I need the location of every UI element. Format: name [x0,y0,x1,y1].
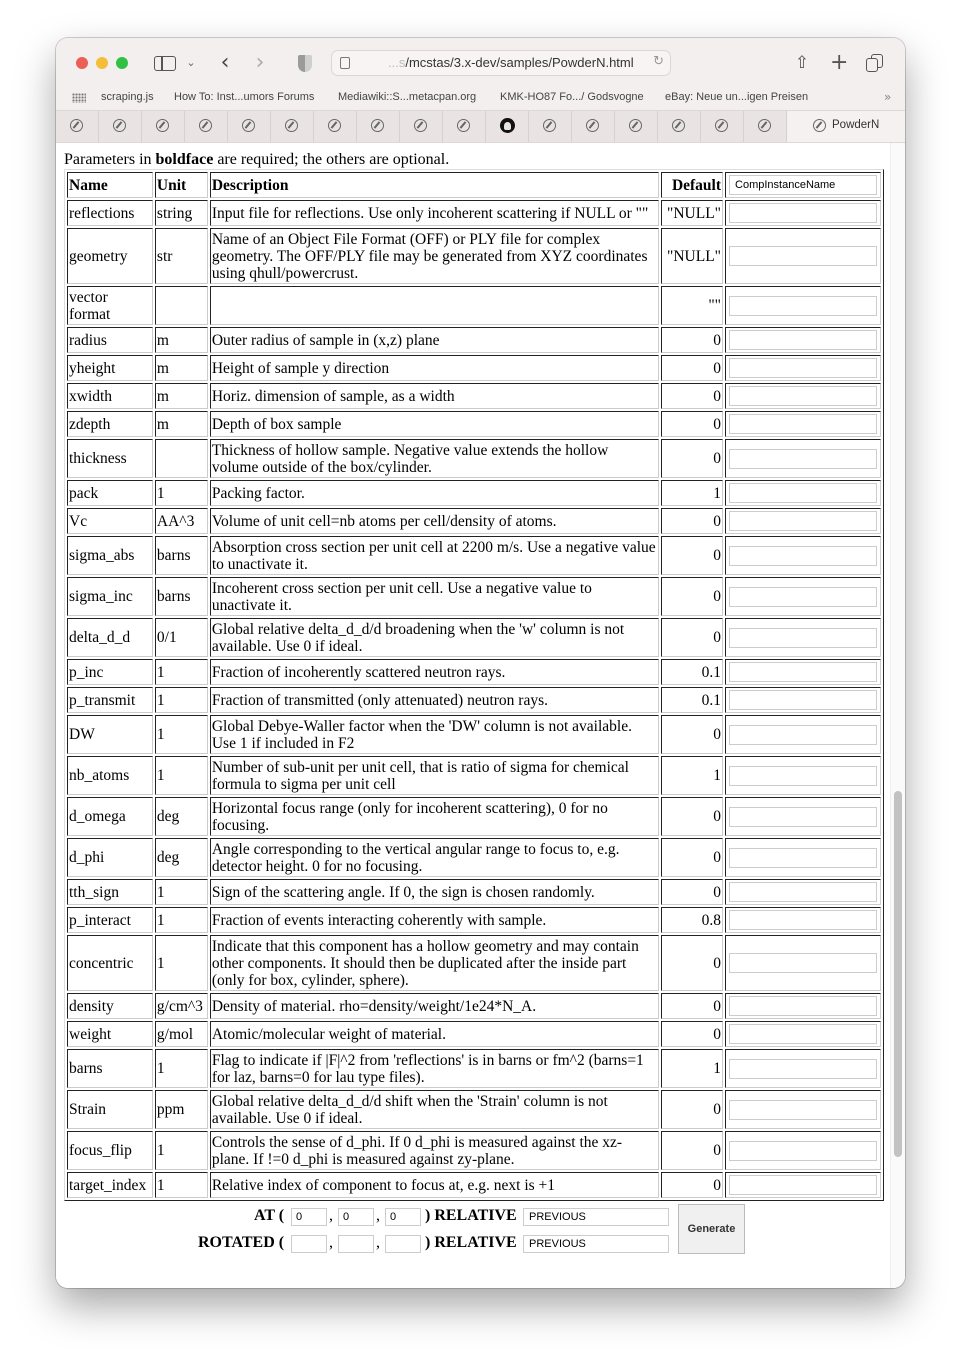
compass-icon [371,119,384,132]
param-value-cell [725,1131,881,1170]
comma: , [376,1234,380,1251]
pinned-tab[interactable] [56,111,99,142]
rotated-relative-value: PREVIOUS [529,1238,586,1250]
param-value-cell [725,1172,881,1198]
table-row [67,1172,881,1198]
param-value-input[interactable] [729,511,877,531]
param-default: "" [661,286,723,325]
table-row [67,1021,881,1047]
intro-text [64,151,884,169]
param-value-input[interactable] [729,690,877,710]
table-row [67,797,881,836]
zoom-window-button[interactable] [116,57,128,69]
compass-icon [113,119,126,132]
rot-z-input[interactable] [385,1235,421,1253]
param-name: d_phi [67,838,153,877]
address-bar[interactable] [331,50,671,76]
param-value-input[interactable] [729,546,877,566]
param-description: Thickness of hollow sample. Negative value extends the hollow volume outside of the box/cylinder. [210,439,659,478]
param-description: Outer radius of sample in (x,z) plane [210,327,659,353]
table-row [67,508,881,534]
param-value-cell [725,286,881,325]
param-value-cell [725,1090,881,1129]
param-value-cell [725,907,881,933]
compass-icon [543,119,556,132]
param-default: 0 [661,838,723,877]
param-value-cell [725,935,881,991]
param-name: thickness [67,439,153,478]
header-instance-cell [725,172,881,198]
compass-icon [813,119,826,132]
table-row [67,1090,881,1129]
pinned-tab[interactable] [572,111,615,142]
param-value-input[interactable] [729,953,877,973]
param-value-cell [725,508,881,534]
param-value-input[interactable] [729,296,877,316]
param-description: Number of sub-unit per unit cell, that is ratio of sigma for chemical formula to sigma per unit cell [210,756,659,795]
generate-button[interactable]: Generate [678,1204,745,1254]
compass-icon [586,119,599,132]
param-name: nb_atoms [67,756,153,795]
param-unit: 0/1 [155,618,208,657]
param-default: 0 [661,355,723,381]
param-value-cell [725,756,881,795]
param-description: Height of sample y direction [210,355,659,381]
tab-powdern[interactable] [787,111,905,142]
table-row [67,659,881,685]
param-unit: 1 [155,687,208,713]
param-name: delta_d_d [67,618,153,657]
rot-y-input[interactable] [338,1235,374,1253]
at-label: AT ( [254,1207,285,1224]
table-row [67,618,881,657]
param-name: reflections [67,200,153,226]
pinned-tab[interactable] [314,111,357,142]
param-unit: str [155,228,208,284]
param-name: barns [67,1049,153,1088]
table-row [67,1131,881,1170]
param-unit: deg [155,838,208,877]
page-icon [340,57,350,69]
param-value-cell [725,993,881,1019]
table-row [67,907,881,933]
param-default: 0 [661,618,723,657]
param-default: 0 [661,577,723,616]
table-row [67,687,881,713]
pinned-tab[interactable] [529,111,572,142]
param-unit: 1 [155,1131,208,1170]
param-default: 1 [661,756,723,795]
param-description: Volume of unit cell=nb atoms per cell/density of atoms. [210,508,659,534]
param-description: Incoherent cross section per unit cell. Use a negative value to unactivate it. [210,577,659,616]
param-unit: m [155,355,208,381]
rotated-relative-label: ) RELATIVE [425,1234,517,1251]
pinned-tab[interactable] [185,111,228,142]
param-name: geometry [67,228,153,284]
table-header-row [67,172,881,198]
pinned-tab[interactable] [744,111,787,142]
param-description: Horiz. dimension of sample, as a width [210,383,659,409]
rot-x-input[interactable] [291,1235,327,1253]
table-row [67,577,881,616]
param-name: tth_sign [67,879,153,905]
param-default: 0.1 [661,659,723,685]
param-name: focus_flip [67,1131,153,1170]
at-relative-value: PREVIOUS [529,1211,586,1223]
table-row [67,327,881,353]
param-description: Fraction of events interacting coherently with sample. [210,907,659,933]
param-unit: ppm [155,1090,208,1129]
param-default: 0 [661,439,723,478]
compass-icon [70,119,83,132]
pinned-tab[interactable] [271,111,314,142]
param-default: 0 [661,536,723,575]
param-value-input[interactable] [729,848,877,868]
close-window-button[interactable] [76,57,88,69]
vertical-scrollbar[interactable] [890,143,905,1288]
compass-icon [672,119,685,132]
param-unit: barns [155,536,208,575]
scrollbar-thumb[interactable] [894,791,902,1157]
bookmark-item[interactable]: How To: Inst...umors Forums [174,91,315,103]
table-row [67,935,881,991]
sidebar-toggle-icon[interactable] [154,56,176,71]
param-description: Angle corresponding to the vertical angular range to focus to, e.g. detector height. 0 for no focusing. [210,838,659,877]
compass-icon [156,119,169,132]
table-row [67,355,881,381]
param-description: Depth of box sample [210,411,659,437]
param-name: target_index [67,1172,153,1198]
param-name: pack [67,480,153,506]
param-value-cell [725,536,881,575]
table-row [67,200,881,226]
param-default: 1 [661,480,723,506]
param-unit [155,286,208,325]
param-description: Fraction of transmitted (only attenuated) neutron rays. [210,687,659,713]
at-y-input[interactable] [338,1208,374,1226]
param-value-input[interactable] [729,628,877,648]
param-description: Atomic/molecular weight of material. [210,1021,659,1047]
url-text[interactable] [388,55,634,70]
reload-icon[interactable]: ↻ [653,54,664,69]
comma: , [376,1207,380,1224]
table-row [67,480,881,506]
bookmark-item[interactable]: eBay: Neue un...igen Preisen [665,91,809,103]
param-value-input[interactable] [729,330,877,350]
param-description: Global relative delta_d_d/d shift when the 'Strain' column is not available. Use 0 if ideal. [210,1090,659,1129]
param-description: Flag to indicate if |F|^2 from 'reflections' is in barns or fm^2 (barns=1 for laz, barns=0 for lau type files). [210,1049,659,1088]
param-value-cell [725,1049,881,1088]
instance-name-input[interactable] [729,175,877,195]
param-unit: AA^3 [155,508,208,534]
intro-bold: boldface [155,151,214,168]
share-icon[interactable]: ⇧ [794,53,810,73]
param-default: 0 [661,327,723,353]
rotated-label: ROTATED ( [198,1234,285,1251]
param-value-input[interactable] [729,386,877,406]
param-value-cell [725,383,881,409]
param-unit: string [155,200,208,226]
param-default: 0 [661,797,723,836]
param-value-input[interactable] [729,1024,877,1044]
pinned-tab[interactable] [99,111,142,142]
chevron-down-icon[interactable]: ⌄ [186,56,196,69]
pinned-tab[interactable] [228,111,271,142]
param-value-cell [725,618,881,657]
param-value-input[interactable] [729,807,877,827]
param-default: 0 [661,383,723,409]
param-name: DW [67,715,153,754]
at-relative-label: ) RELATIVE [425,1207,517,1224]
param-default: 0.1 [661,687,723,713]
comma: , [329,1234,333,1251]
param-value-input[interactable] [729,725,877,745]
back-arrow-icon[interactable]: ‹ [220,50,230,75]
param-unit: 1 [155,907,208,933]
param-unit: deg [155,797,208,836]
param-description [210,286,659,325]
param-description: Indicate that this component has a hollow geometry and may contain other components. It should then be duplicated after the inside part (only for box, cylinder, sphere). [210,935,659,991]
at-x-input[interactable] [291,1208,327,1226]
pinned-tab[interactable] [658,111,701,142]
parameters-table [64,169,884,1201]
pinned-tab[interactable] [357,111,400,142]
minimize-window-button[interactable] [96,57,108,69]
param-unit: 1 [155,659,208,685]
param-unit: m [155,411,208,437]
forward-arrow-icon[interactable]: › [255,50,265,75]
param-description: Horizontal focus range (only for incoherent scattering), 0 for no focusing. [210,797,659,836]
param-unit: g/cm^3 [155,993,208,1019]
table-row [67,756,881,795]
param-description: Controls the sense of d_phi. If 0 d_phi is measured against the xz-plane. If !=0 d_phi is measured against zy-plane. [210,1131,659,1170]
pinned-tab[interactable] [701,111,744,142]
param-value-cell [725,228,881,284]
param-value-cell [725,411,881,437]
header-unit: Unit [155,172,208,198]
param-unit: 1 [155,1172,208,1198]
compass-icon [715,119,728,132]
param-description: Input file for reflections. Use only incoherent scattering if NULL or "" [210,200,659,226]
tab-label: PowderN [832,119,880,131]
intro-text-start: Parameters in [64,151,156,168]
header-description: Description [210,172,659,198]
param-default: 0 [661,411,723,437]
page-flow [64,143,884,1259]
table-row [67,536,881,575]
compass-icon [629,119,642,132]
pinned-tab[interactable] [142,111,185,142]
param-value-cell [725,577,881,616]
param-name: radius [67,327,153,353]
param-name: vector format [67,286,153,325]
param-unit: m [155,327,208,353]
param-value-cell [725,797,881,836]
url-path: /mcstas/3.x-dev/samples/PowderN.html [405,55,634,70]
param-default: 0 [661,1090,723,1129]
param-unit: 1 [155,756,208,795]
param-value-input[interactable] [729,203,877,223]
param-value-input[interactable] [729,483,877,503]
table-row [67,715,881,754]
tab-strip [56,110,905,143]
param-value-input[interactable] [729,1100,877,1120]
compass-icon [242,119,255,132]
param-default: 0.8 [661,907,723,933]
more-bookmarks-icon[interactable]: » [884,90,892,104]
pinned-tab[interactable] [615,111,658,142]
pinned-tab[interactable] [486,111,529,142]
param-value-input[interactable] [729,882,877,902]
at-z-input[interactable] [385,1208,421,1226]
bookmark-item[interactable]: KMK-HO87 Fo.../ Godsvogne [500,91,644,103]
param-name: Vc [67,508,153,534]
param-default: 0 [661,508,723,534]
param-value-cell [725,355,881,381]
param-description: Absorption cross section per unit cell at 2200 m/s. Use a negative value to unactivate it. [210,536,659,575]
param-value-input[interactable] [729,910,877,930]
param-name: sigma_inc [67,577,153,616]
param-description: Density of material. rho=density/weight/1e24*N_A. [210,993,659,1019]
param-name: p_transmit [67,687,153,713]
tab-overview-icon[interactable] [866,54,886,72]
apps-grid-icon[interactable] [72,93,86,103]
table-row [67,411,881,437]
privacy-shield-icon[interactable] [298,55,312,72]
table-row [67,383,881,409]
github-icon [500,118,515,133]
param-default: 0 [661,1021,723,1047]
param-unit: m [155,383,208,409]
param-value-input[interactable] [729,662,877,682]
param-value-cell [725,200,881,226]
table-row [67,838,881,877]
param-value-cell [725,480,881,506]
param-value-cell [725,659,881,685]
param-default: "NULL" [661,228,723,284]
compass-icon [199,119,212,132]
param-value-input[interactable] [729,414,877,434]
pinned-tab[interactable] [400,111,443,142]
rotated-relative-input[interactable] [523,1235,669,1253]
param-name: Strain [67,1090,153,1129]
param-value-input[interactable] [729,766,877,786]
param-description: Fraction of incoherently scattered neutron rays. [210,659,659,685]
table-row [67,993,881,1019]
param-name: weight [67,1021,153,1047]
param-unit: g/mol [155,1021,208,1047]
at-relative-input[interactable] [523,1208,669,1226]
param-value-input[interactable] [729,1141,877,1161]
param-name: d_omega [67,797,153,836]
param-description: Name of an Object File Format (OFF) or PLY file for complex geometry. The OFF/PLY file may be generated from XYZ coordinates using qhull/powercrust. [210,228,659,284]
param-unit: barns [155,577,208,616]
compass-icon [285,119,298,132]
table-row [67,286,881,325]
param-value-input[interactable] [729,358,877,378]
comma: , [329,1207,333,1224]
pinned-tab[interactable] [443,111,486,142]
param-name: zdepth [67,411,153,437]
table-row [67,439,881,478]
param-default: 0 [661,879,723,905]
compass-icon [328,119,341,132]
param-description: Global relative delta_d_d/d broadening when the 'w' column is not available. Use 0 if ideal. [210,618,659,657]
param-value-input[interactable] [729,587,877,607]
param-value-cell [725,1021,881,1047]
param-default: 0 [661,1131,723,1170]
param-value-input[interactable] [729,449,877,469]
table-row [67,879,881,905]
param-value-input[interactable] [729,1059,877,1079]
param-default: 1 [661,1049,723,1088]
table-row [67,1049,881,1088]
placement-form [64,1201,884,1259]
param-name: p_interact [67,907,153,933]
param-default: 0 [661,1172,723,1198]
param-value-input[interactable] [729,1175,877,1195]
bookmark-item[interactable]: Mediawiki::S...metacpan.org [338,91,477,103]
page-content [56,143,905,1288]
param-description: Relative index of component to focus at, e.g. next is +1 [210,1172,659,1198]
param-name: yheight [67,355,153,381]
param-value-input[interactable] [729,996,877,1016]
param-name: p_inc [67,659,153,685]
param-unit: 1 [155,879,208,905]
param-value-cell [725,715,881,754]
param-default: "NULL" [661,200,723,226]
table-row [67,228,881,284]
param-value-cell [725,838,881,877]
param-name: xwidth [67,383,153,409]
bookmarks-bar [56,88,905,110]
intro-text-end: are required; the others are optional. [213,151,450,168]
compass-icon [457,119,470,132]
url-faded-prefix: ...s [388,55,406,70]
header-name: Name [67,172,153,198]
param-value-input[interactable] [729,246,877,266]
param-description: Packing factor. [210,480,659,506]
param-unit: 1 [155,480,208,506]
compass-icon [414,119,427,132]
param-name: concentric [67,935,153,991]
browser-window [56,38,905,1288]
param-value-cell [725,687,881,713]
new-tab-icon[interactable]: + [830,50,849,75]
param-name: density [67,993,153,1019]
param-default: 0 [661,993,723,1019]
param-name: sigma_abs [67,536,153,575]
param-unit: 1 [155,715,208,754]
param-default: 0 [661,935,723,991]
param-value-cell [725,327,881,353]
param-value-cell [725,439,881,478]
param-description: Sign of the scattering angle. If 0, the sign is chosen randomly. [210,879,659,905]
param-unit [155,439,208,478]
param-default: 0 [661,715,723,754]
compass-icon [758,119,771,132]
param-unit: 1 [155,1049,208,1088]
param-unit: 1 [155,935,208,991]
browser-toolbar [56,38,905,88]
param-description: Global Debye-Waller factor when the 'DW' column is not available. Use 1 if included in F2 [210,715,659,754]
bookmark-item[interactable]: scraping.js [101,91,154,103]
header-default: Default [661,172,723,198]
param-value-cell [725,879,881,905]
